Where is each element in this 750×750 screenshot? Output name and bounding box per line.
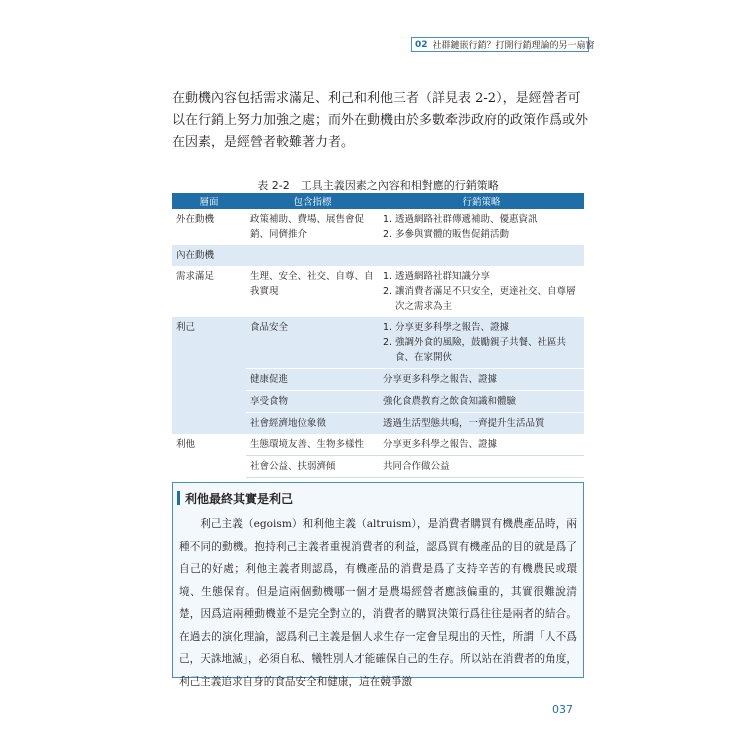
row-level: 利他 [172,434,246,456]
table-header-row [172,193,584,209]
row-strategy: 強化食農教育之飲食知識和體驗 [379,391,584,413]
row-level [172,369,246,391]
row-indicators: 生態環境友善、生物多樣性 [246,434,379,456]
strategy-list-item: 1. 分享更多科學之報告、證據 [383,322,510,333]
table-row [172,413,584,435]
row-strategy: 分享更多科學之報告、證據 [379,369,584,391]
row-level [172,413,246,435]
row-strategy [379,266,584,317]
header-indicators: 包含指標 [246,193,379,209]
table-caption: 表 2-2 工具主義因素之內容和相對應的行銷策略 [257,179,499,192]
row-indicators: 享受食物 [246,391,379,413]
running-head [411,37,595,52]
row-indicators: 生理、安全、社交、自尊、自我實現 [246,266,379,317]
intro-paragraph [172,88,592,154]
row-indicators: 社會公益、扶弱濟傾 [246,456,379,478]
row-level [172,391,246,413]
header-strategy: 行銷策略 [379,193,584,209]
sidebar-box [172,482,584,688]
row-strategy: 透過生活型態共鳴，一齊提升生活品質 [379,413,584,435]
strategy-list-item: 2. 讓消費者滿足不只安全，更達社交、自尊層次之需求為主 [383,286,576,312]
running-head-title: 社群鏈嵌行銷？打開行銷理論的另一扇窗 [432,41,595,51]
chapter-number: 02 [412,40,431,50]
row-level: 利己 [172,317,246,369]
strategy-list-item: 1. 透過網路社群傳遞補助、優惠資訊 [383,214,538,225]
box-title: 利他最終其實是利己 [185,492,294,506]
strategy-list-item: 2. 多參與實體的販售促銷活動 [383,229,510,240]
table-row [172,369,584,391]
row-level: 外在動機 [172,209,246,245]
row-strategy [379,317,584,369]
row-indicators: 健康促進 [246,369,379,391]
intro-text: 在動機內容包括需求滿足、利己和利他三者（詳見表 2-2），是經營者可以在行銷上努力加強之處；而外在動機由於多數牽涉政府的政策作爲或外在因素，是經營者較難著力者。 [172,91,589,150]
strategy-table [172,193,584,499]
row-level: 需求滿足 [172,266,246,317]
table-row [172,434,584,456]
row-indicators: 食品安全 [246,317,379,369]
row-indicators: 政策補助、費場、展售會促銷、同儕推介 [246,209,379,245]
row-strategy: 共同合作做公益 [379,456,584,478]
table-row [172,456,584,478]
row-strategy [379,245,584,266]
table-row [172,245,584,266]
table-row [172,391,584,413]
strategy-list-item: 1. 透過網路社群知識分享 [383,271,491,282]
page-number: 037 [552,703,573,716]
row-level: 內在動機 [172,245,246,266]
row-level [172,456,246,478]
row-indicators: 社會經濟地位象徵 [246,413,379,435]
row-indicators [246,245,379,266]
row-strategy [379,209,584,245]
row-strategy: 分享更多科學之報告、證據 [379,434,584,456]
table-row [172,266,584,317]
header-level: 層面 [172,193,246,209]
box-title-accent [177,491,180,505]
table-row [172,209,584,245]
strategy-list-item: 2. 強調外食的風險，鼓勵親子共餐、社區共食、在家開伙 [383,337,567,363]
table-row [172,317,584,369]
box-text: 利己主義（egoism）和利他主義（altruism），是消費者購買有機農產品時，兩種不同的動機。抱持利己主義者重視消費者的利益，認爲買有機產品的目的就是爲了自己的好處；利他主義者則認爲，有機產品的消費是爲了支持辛苦的有機農民或環境、生態保育。但是這兩個動機哪一個才是農場經營者應該偏重的，其實很難說清楚，因爲這兩種動機並不是完全對立的，消費者的購買決策行爲往往是兩者的結合。在過去的演化理論，認爲利己主義是個人求生存一定會呈現出的天性，所謂「人不爲己，天誅地滅」，必須自私、犧牲別人才能確保自己的生存。所以站在消費者的角度，利己主義追求自身的食品安全和健康，這在競爭激 [179,518,577,688]
